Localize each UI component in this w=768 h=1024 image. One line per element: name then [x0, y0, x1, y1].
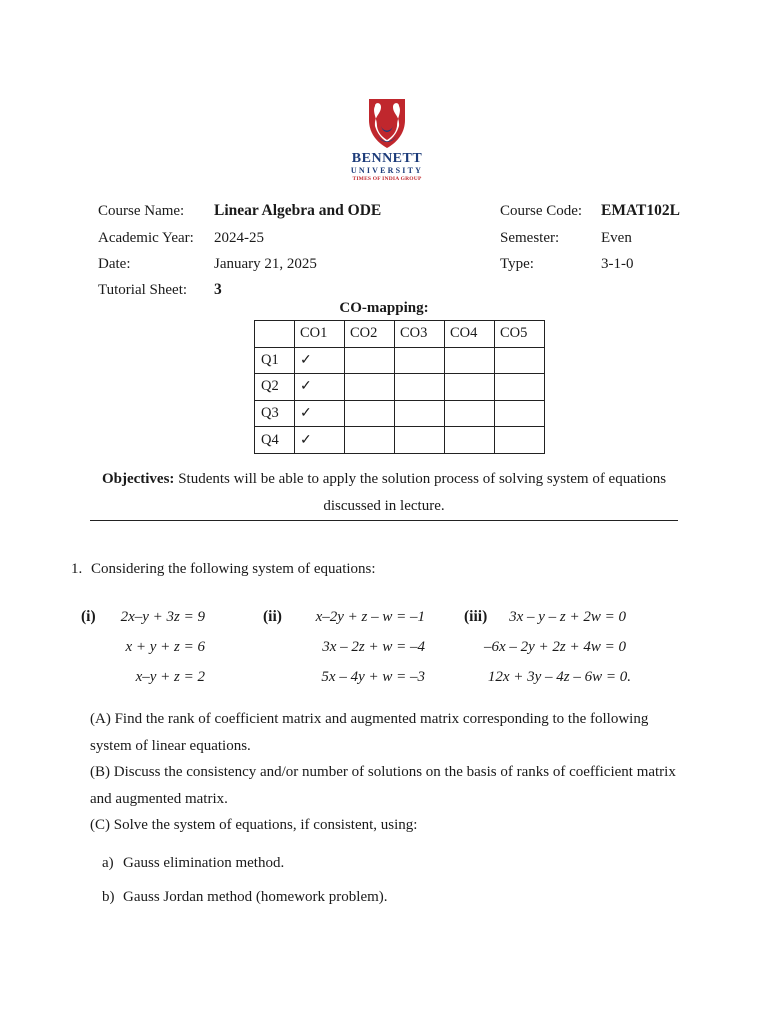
- check-mark: ✓: [295, 374, 345, 401]
- course-code-value: EMAT102L: [601, 202, 680, 219]
- table-header-cell: CO3: [395, 321, 445, 348]
- equation: –6x – 2y + 2z + 4w = 0: [483, 639, 626, 655]
- table-row: [255, 374, 545, 401]
- table-header-cell: CO4: [445, 321, 495, 348]
- check-mark: ✓: [295, 427, 345, 454]
- method-label: a): [102, 855, 114, 871]
- academic-year-value: 2024-25: [214, 230, 264, 246]
- question-intro: Considering the following system of equations:: [91, 561, 376, 577]
- method-label: b): [102, 889, 115, 905]
- system-label: (i): [81, 608, 96, 625]
- co-mapping-table: [254, 320, 545, 454]
- table-cell: [445, 427, 495, 454]
- check-mark: ✓: [295, 400, 345, 427]
- course-name-label: Course Name:: [98, 203, 185, 219]
- logo-subtitle: UNIVERSITY: [350, 166, 424, 175]
- table-row-label: Q1: [255, 347, 295, 374]
- question-number: 1.: [71, 561, 83, 577]
- type-label: Type:: [500, 256, 534, 272]
- objectives-text: Students will be able to apply the solution process of solving system of equations discussed in lecture.: [174, 471, 667, 514]
- table-cell: [445, 374, 495, 401]
- method-text: Gauss Jordan method (homework problem).: [123, 889, 388, 905]
- equation: 3x – 2z + w = –4: [322, 639, 425, 655]
- equation: x–y + z = 2: [135, 669, 205, 685]
- table-row-label: Q3: [255, 400, 295, 427]
- table-header-cell: CO5: [495, 321, 545, 348]
- table-header-row: [255, 321, 545, 348]
- table-cell: [495, 427, 545, 454]
- logo-name: BENNETT: [351, 151, 423, 166]
- table-cell: [495, 347, 545, 374]
- table-cell: [345, 347, 395, 374]
- equation: 12x + 3y – 4z – 6w = 0.: [487, 669, 631, 685]
- table-cell: [495, 400, 545, 427]
- method-text: Gauss elimination method.: [123, 855, 285, 871]
- table-row: [255, 427, 545, 454]
- table-header-cell: CO1: [295, 321, 345, 348]
- type-value: 3-1-0: [601, 256, 634, 272]
- check-mark: ✓: [295, 347, 345, 374]
- semester-label: Semester:: [500, 230, 560, 246]
- tutorial-sheet-label: Tutorial Sheet:: [98, 282, 188, 298]
- logo-tagline: TIMES OF INDIA GROUP: [352, 176, 422, 182]
- bennett-shield-icon: [366, 96, 408, 150]
- objectives: [100, 466, 668, 519]
- table-row-label: Q2: [255, 374, 295, 401]
- table-cell: [345, 400, 395, 427]
- part-c: (C) Solve the system of equations, if consistent, using:: [90, 817, 418, 833]
- table-cell: [395, 400, 445, 427]
- equation: 3x – y – z + 2w = 0: [509, 609, 626, 625]
- equation: 5x – 4y + w = –3: [321, 669, 425, 685]
- system-label: (iii): [464, 608, 488, 625]
- table-cell: [495, 374, 545, 401]
- semester-value: Even: [601, 230, 632, 246]
- table-cell: [445, 347, 495, 374]
- date-value: January 21, 2025: [214, 256, 317, 272]
- system-label: (ii): [263, 608, 282, 625]
- co-mapping-title: CO-mapping:: [339, 300, 429, 316]
- course-code-label: Course Code:: [500, 203, 583, 219]
- tutorial-sheet-value: 3: [214, 281, 222, 298]
- equation: x–2y + z – w = –1: [315, 609, 425, 625]
- table-cell: [395, 427, 445, 454]
- divider: [90, 520, 678, 521]
- table-header-cell: [255, 321, 295, 348]
- date-label: Date:: [98, 256, 131, 272]
- part-b: (B) Discuss the consistency and/or number of solutions on the basis of ranks of coefficient matrix and augmented matrix.: [90, 764, 676, 807]
- table-cell: [445, 400, 495, 427]
- table-cell: [395, 347, 445, 374]
- table-cell: [345, 374, 395, 401]
- table-cell: [395, 374, 445, 401]
- equation: x + y + z = 6: [125, 639, 205, 655]
- table-row-label: Q4: [255, 427, 295, 454]
- table-row: [255, 400, 545, 427]
- equation: 2x–y + 3z = 9: [120, 609, 205, 625]
- table-header-cell: CO2: [345, 321, 395, 348]
- objectives-label: Objectives:: [101, 471, 175, 487]
- academic-year-label: Academic Year:: [98, 230, 194, 246]
- table-row: [255, 347, 545, 374]
- course-name-value: Linear Algebra and ODE: [214, 202, 382, 219]
- table-cell: [345, 427, 395, 454]
- part-a: (A) Find the rank of coefficient matrix and augmented matrix corresponding to the following system of linear equations.: [90, 711, 649, 754]
- university-logo: [348, 96, 426, 188]
